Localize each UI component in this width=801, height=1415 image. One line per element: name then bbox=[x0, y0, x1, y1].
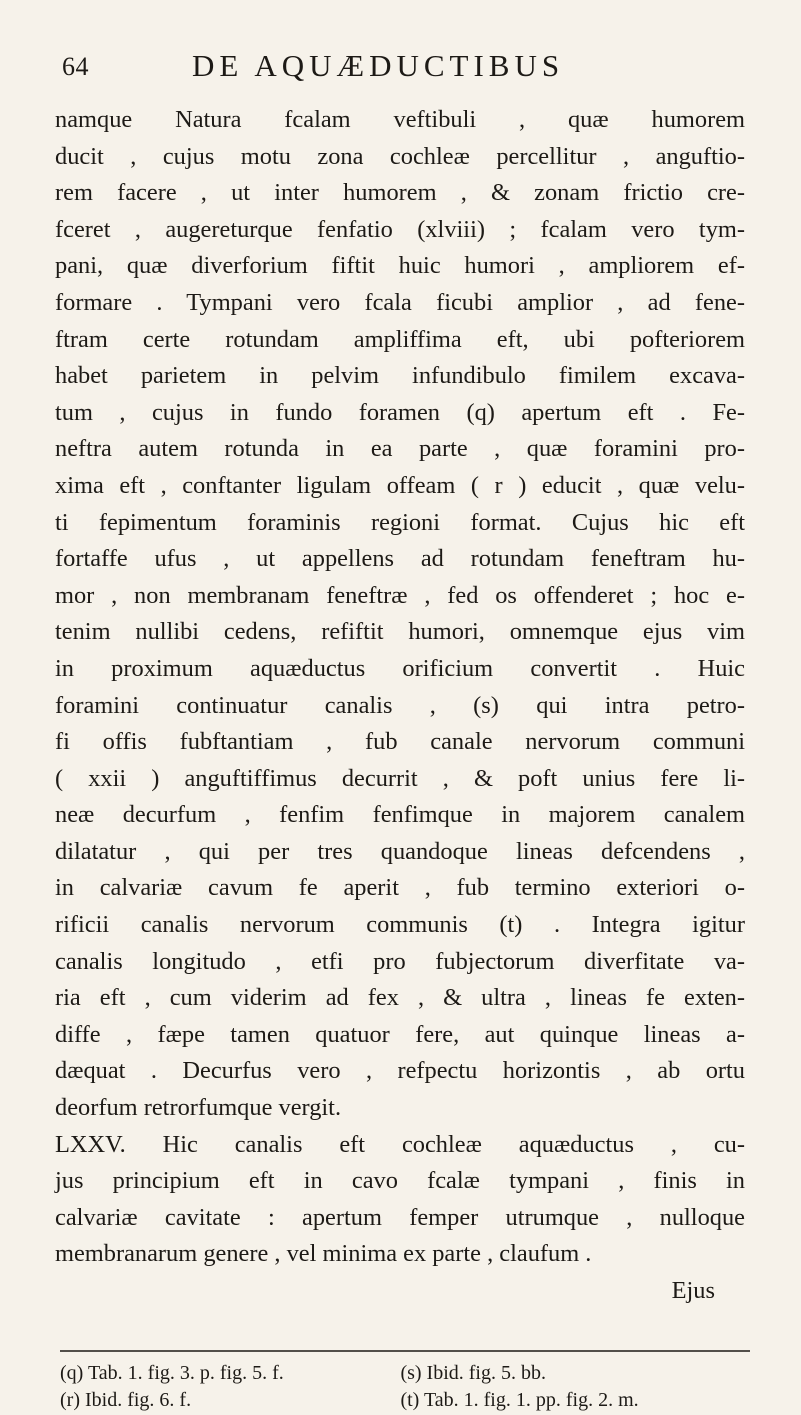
catchword: Ejus bbox=[671, 1277, 715, 1304]
running-head: DE AQUÆDUCTIBUS bbox=[192, 48, 565, 83]
text-line: in proximum aquæductus orificium convertit . Huic bbox=[55, 654, 745, 682]
text-line: deorfum retrorfumque vergit. bbox=[55, 1094, 342, 1122]
text-line: pani, quæ diverforium fiftit huic humori , ampliorem ef- bbox=[55, 252, 745, 280]
text-line: canalis longitudo , etfi pro fubjectorum diverfitate va- bbox=[55, 947, 745, 975]
text-line: ( xxii ) anguftiffimus decurrit , & poft unius fere li- bbox=[55, 764, 745, 792]
text-line: diffe , fæpe tamen quatuor fere, aut quinque lineas a- bbox=[55, 1020, 745, 1048]
text-line: dilatatur , qui per tres quandoque lineas defcendens , bbox=[55, 837, 745, 865]
footnote-rule bbox=[60, 1350, 750, 1352]
footnote: (q) Tab. 1. fig. 3. p. fig. 5. f. bbox=[60, 1362, 284, 1384]
text-line: ria eft , cum viderim ad fex , & ultra , lineas fe exten- bbox=[55, 984, 745, 1012]
text-line: fortaffe ufus , ut appellens ad rotundam feneftram hu- bbox=[55, 545, 745, 573]
text-line: ftram certe rotundam ampliffima eft, ubi pofteriorem bbox=[55, 325, 745, 353]
footnotes bbox=[60, 1360, 750, 1414]
text-line: tenim nullibi cedens, refiftit humori, omnemque ejus vim bbox=[55, 618, 745, 646]
text-line: namque Natura fcalam veftibuli , quæ humorem bbox=[55, 106, 745, 133]
text-line: neæ decurfum , fenfim fenfimque in majorem canalem bbox=[55, 801, 745, 829]
text-line: jus principium eft in cavo fcalæ tympani , finis in bbox=[55, 1167, 745, 1195]
text-line: xima eft , conftanter ligulam offeam ( r ) educit , quæ velu- bbox=[55, 471, 745, 499]
page-header bbox=[62, 48, 742, 88]
text-line: in calvariæ cavum fe aperit , fub termino exteriori o- bbox=[55, 874, 745, 902]
footnote-row bbox=[60, 1360, 750, 1387]
text-line: tum , cujus in fundo foramen (q) apertum eft . Fe- bbox=[55, 398, 745, 426]
footnote: (s) Ibid. fig. 5. bb. bbox=[400, 1362, 546, 1384]
text-line: dæquat . Decurfus vero , refpectu horizontis , ab ortu bbox=[55, 1057, 745, 1085]
body-text bbox=[55, 102, 745, 1310]
text-line: fi offis fubftantiam , fub canale nervorum communi bbox=[55, 728, 745, 756]
text-line: formare . Tympani vero fcala ficubi amplior , ad fene- bbox=[55, 288, 745, 316]
text-line: neftra autem rotunda in ea parte , quæ foramini pro- bbox=[55, 435, 745, 463]
text-line: ti fepimentum foraminis regioni format. Cujus hic eft bbox=[55, 508, 745, 536]
text-line: membranarum genere , vel minima ex parte , claufum . bbox=[55, 1240, 592, 1268]
text-line: LXXV. Hic canalis eft cochleæ aquæductus , cu- bbox=[55, 1130, 745, 1158]
footnote: (r) Ibid. fig. 6. f. bbox=[60, 1389, 192, 1411]
text-line: rificii canalis nervorum communis (t) . Integra igitur bbox=[55, 911, 745, 939]
text-line: fceret , augereturque fenfatio (xlviii) ; fcalam vero tym- bbox=[55, 215, 745, 243]
text-line: foramini continuatur canalis , (s) qui intra petro- bbox=[55, 691, 745, 719]
text-line: ducit , cujus motu zona cochleæ percellitur , anguftio- bbox=[55, 142, 745, 170]
footnote-row bbox=[60, 1387, 750, 1414]
text-line: rem facere , ut inter humorem , & zonam frictio cre- bbox=[55, 179, 745, 207]
page-number: 64 bbox=[62, 52, 89, 81]
text-line: mor , non membranam feneftræ , fed os offenderet ; hoc e- bbox=[55, 581, 745, 609]
footnote: (t) Tab. 1. fig. 1. pp. fig. 2. m. bbox=[400, 1389, 639, 1411]
text-line: calvariæ cavitate : apertum femper utrumque , nulloque bbox=[55, 1203, 745, 1231]
text-line: habet parietem in pelvim infundibulo fimilem excava- bbox=[55, 362, 745, 390]
